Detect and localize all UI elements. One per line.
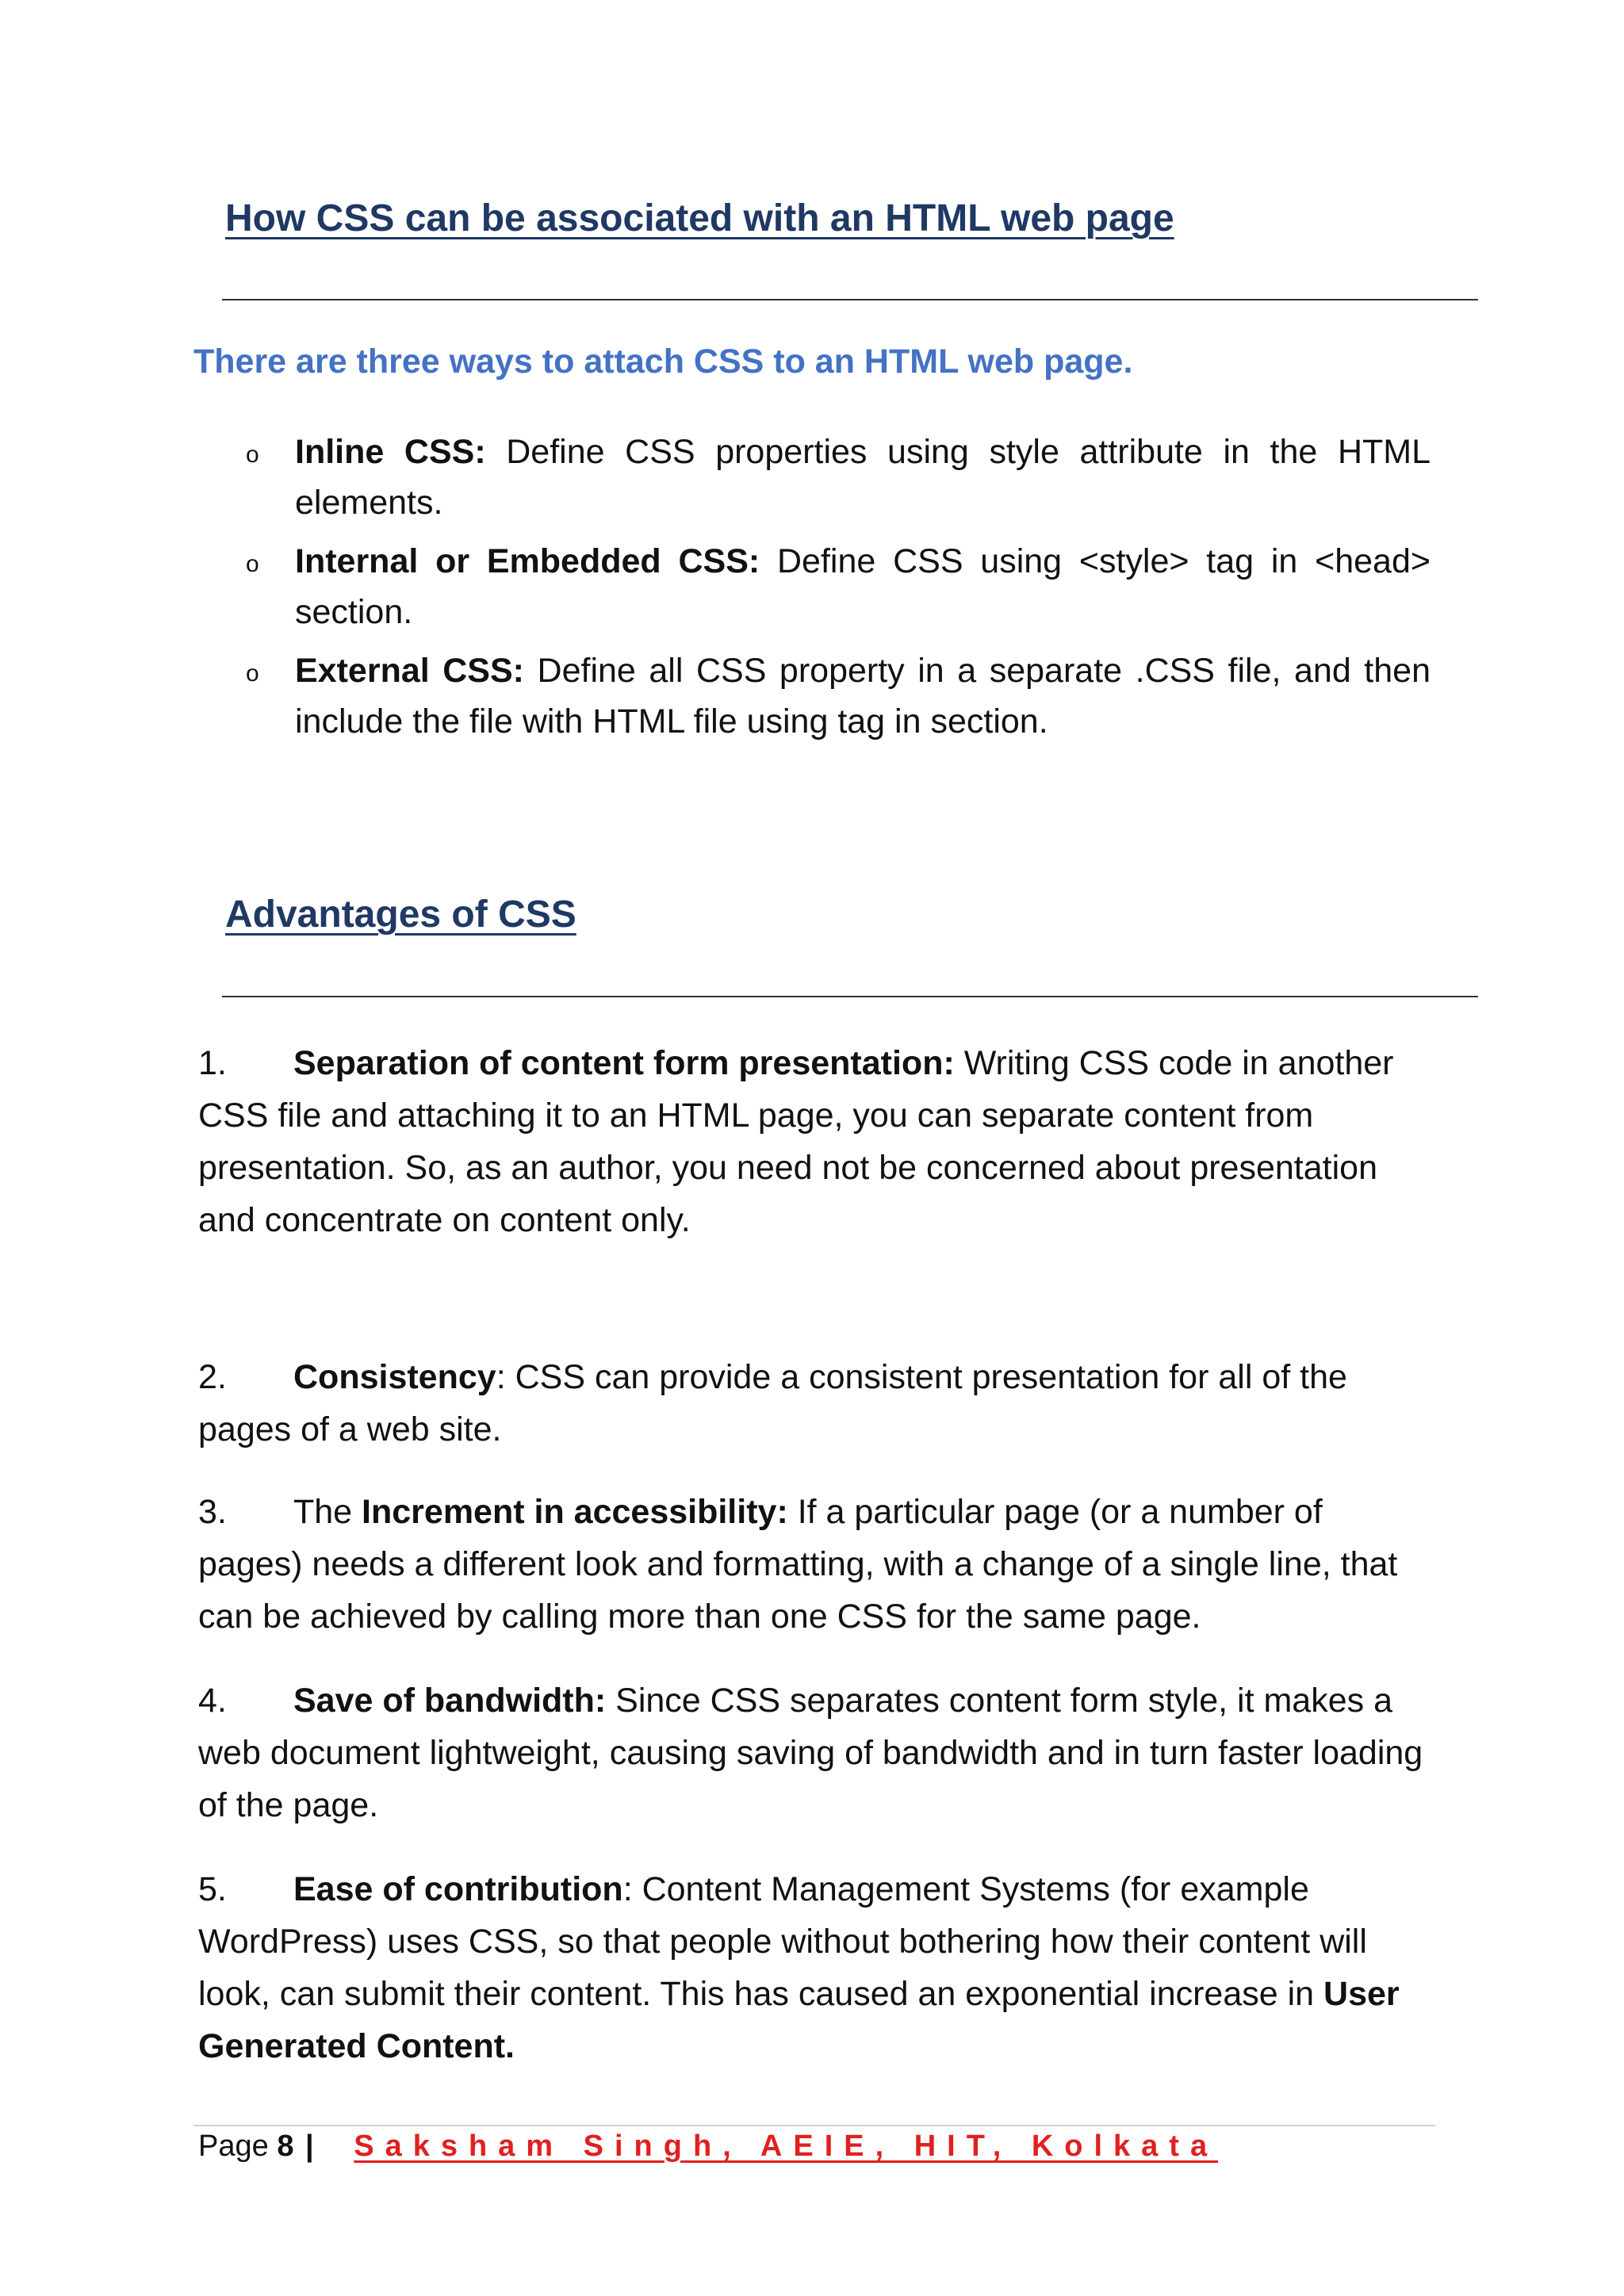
css-methods-list [238, 427, 1431, 755]
list-item [238, 645, 1431, 747]
intro-text: There are three ways to attach CSS to an HTML web page. [193, 342, 1133, 381]
heading-rule [222, 299, 1478, 300]
item-text: : CSS can provide a consistent presentation for all of the pages of a web site. [198, 1358, 1347, 1448]
item-term: Ease of contribution [293, 1870, 623, 1908]
item-text: Writing CSS code in another CSS file and attaching it to an HTML page, you can separate content from presentation. So, as an author, you need not be concerned about presentation and concentrate on content only. [198, 1044, 1394, 1239]
page-number: 8 [277, 2130, 294, 2163]
advantage-item [198, 1863, 1435, 2072]
item-text: Since CSS separates content form style, it makes a web document lightweight, causing saving of bandwidth and in turn faster loading of the page. [198, 1682, 1423, 1824]
item-term: Consistency [293, 1358, 496, 1396]
item-term: Save of bandwidth: [293, 1682, 607, 1720]
list-item [238, 427, 1431, 528]
advantage-item [198, 1674, 1435, 1831]
item-text: : Content Management Systems (for example WordPress) uses CSS, so that people without bothering how their content will look, can submit their content. This has caused an exponential increase in [198, 1870, 1367, 2013]
advantage-item [198, 1351, 1435, 1456]
bullet-icon: o [246, 551, 259, 577]
item-term: Increment in accessibility: [362, 1493, 788, 1531]
advantage-item [198, 1037, 1435, 1246]
item-number: 2. [198, 1358, 227, 1396]
heading-rule [222, 996, 1478, 997]
item-number: 3. [198, 1493, 227, 1531]
item-emphasis: User Generated Content. [198, 1975, 1400, 2065]
item-text: Define all CSS property in a separate .CSS file, and then include the file with HTML file using tag in section. [295, 652, 1431, 740]
page-label: Page [198, 2130, 278, 2163]
advantage-item: 3. The Increment in accessibility: If a particular page (or a number of pages) needs a different look and formatting, with a change of a single line, that can be achieved by calling more than one CSS for the same page. [198, 1486, 1435, 1643]
item-text: Define CSS properties using style attribute in the HTML elements. [295, 433, 1431, 522]
item-number: 1. [198, 1044, 227, 1082]
section-heading-association: How CSS can be associated with an HTML web page [225, 197, 1174, 239]
item-number: 5. [198, 1870, 227, 1908]
item-term: Inline CSS: [295, 433, 486, 471]
author-credit: Saksham Singh, AEIE, HIT, Kolkata [354, 2130, 1219, 2163]
item-term: External CSS: [295, 652, 524, 690]
section-heading-advantages: Advantages of CSS [225, 894, 576, 936]
item-number: 4. [198, 1682, 227, 1720]
bullet-icon: o [246, 442, 259, 468]
footer-rule [193, 2125, 1435, 2126]
item-term: Separation of content form presentation: [293, 1044, 955, 1082]
item-text: If a particular page (or a number of pages) needs a different look and formatting, with a change of a single line, that can be achieved by calling more than one CSS for the same page. [198, 1493, 1398, 1636]
footer-separator: | [305, 2130, 314, 2163]
item-text: Define CSS using <style> tag in <head> section. [295, 542, 1431, 631]
bullet-icon: o [246, 660, 259, 687]
list-item [238, 536, 1431, 637]
item-term: Internal or Embedded CSS: [295, 542, 760, 580]
page-footer [198, 2130, 1218, 2164]
